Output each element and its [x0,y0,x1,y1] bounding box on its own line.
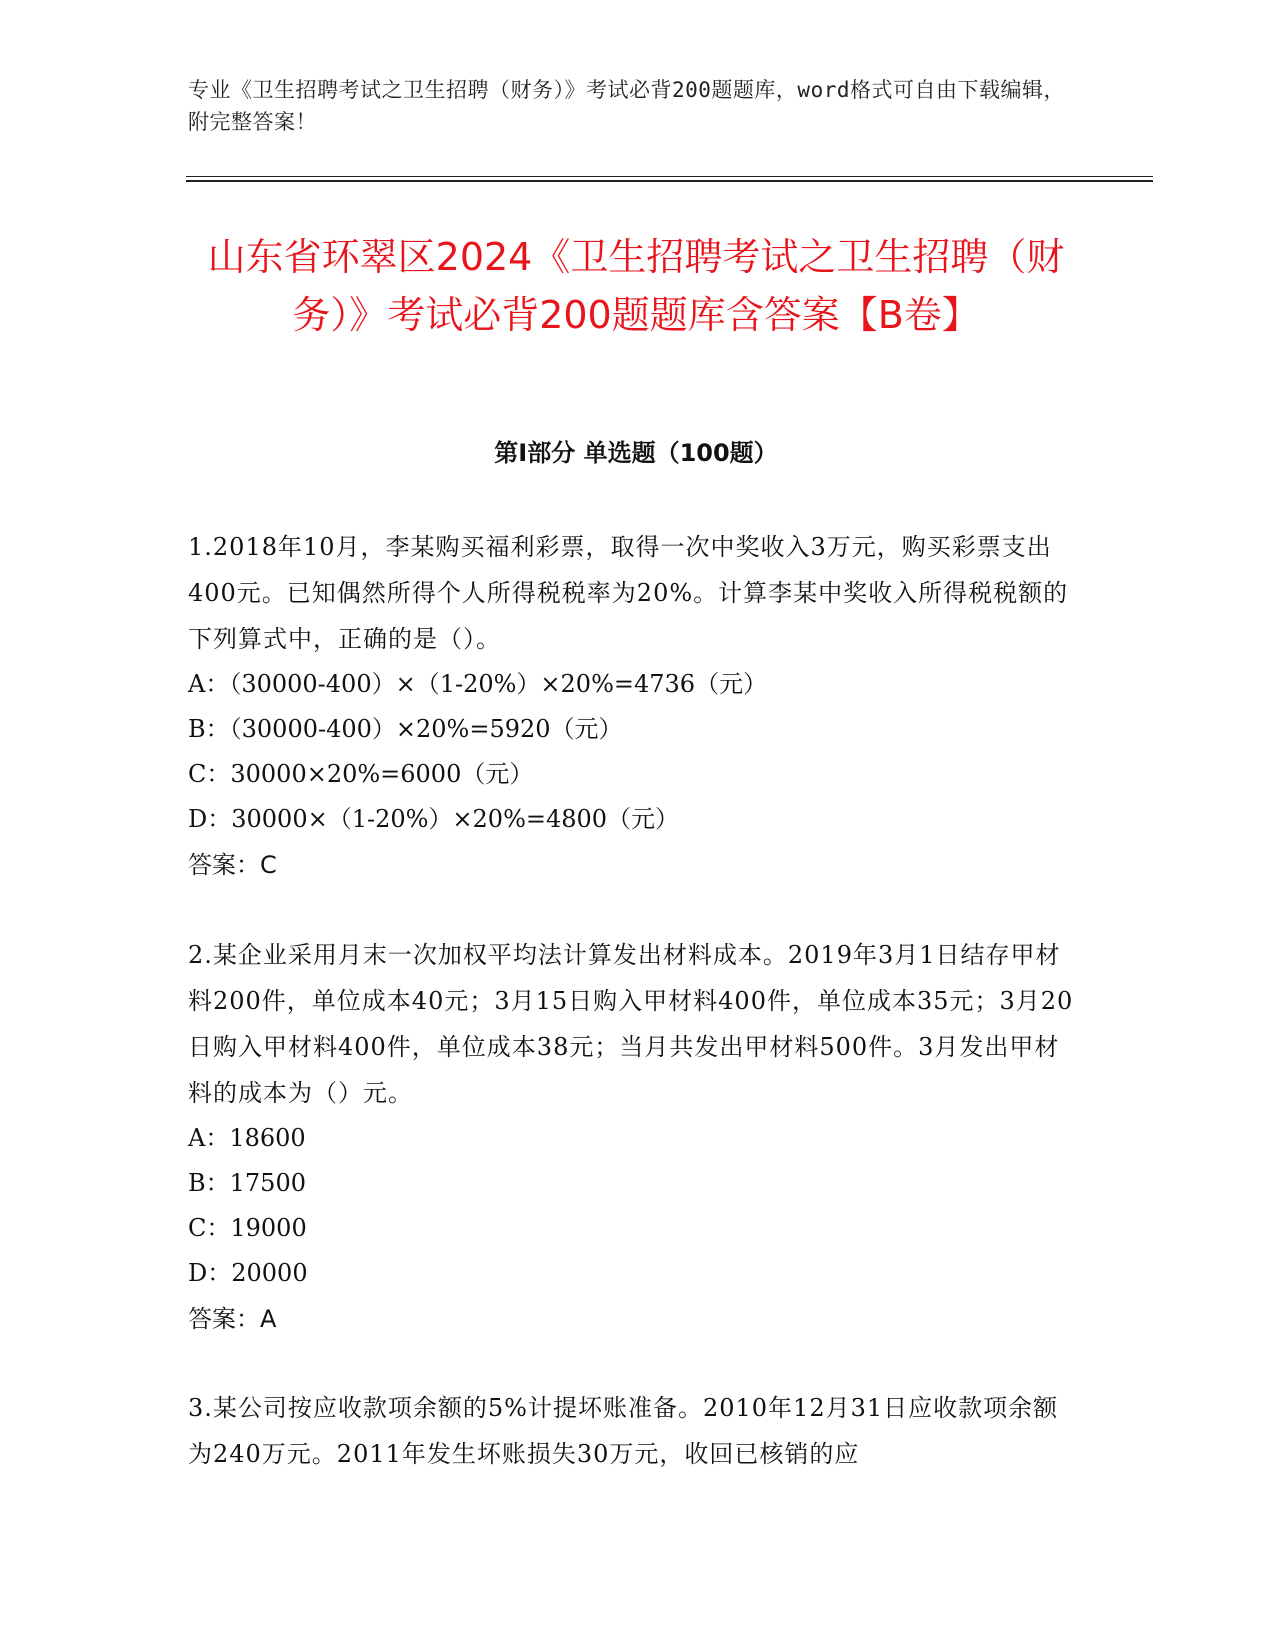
answer: 答案：C [188,851,277,879]
document-title: 山东省环翠区2024《卫生招聘考试之卫生招聘（财务）》考试必背200题题库含答案【B卷】 [207,235,1065,337]
option-c: C：30000×20%=6000（元） [188,760,534,788]
question-1 [188,524,1078,888]
header-divider-thin [186,176,1153,177]
section-title: 第Ⅰ部分 单选题（100题） [494,439,778,467]
option-d: D：30000×（1-20%）×20%=4800（元） [188,805,680,833]
question-3 [188,1385,1078,1477]
option-d: D：20000 [188,1259,308,1287]
question-2 [188,932,1078,1342]
option-a: A：18600 [188,1124,306,1152]
option-a: A：（30000-400）×（1-20%）×20%=4736（元） [188,670,768,698]
option-b: B：17500 [188,1169,306,1197]
option-b: B：（30000-400）×20%=5920（元） [188,715,623,743]
option-c: C：19000 [188,1214,307,1242]
question-stem: 3.某公司按应收款项余额的5%计提坏账准备。2010年12月31日应收款项余额为240万元。2011年发生坏账损失30万元，收回已核销的应 [188,1394,1059,1468]
header-divider-thick [186,180,1153,182]
question-stem: 1.2018年10月，李某购买福利彩票，取得一次中奖收入3万元，购买彩票支出400元。已知偶然所得个人所得税税率为20%。计算李某中奖收入所得税税额的下列算式中，正确的是（）。 [188,533,1069,653]
question-stem: 2.某企业采用月末一次加权平均法计算发出材料成本。2019年3月1日结存甲材料200件，单位成本40元；3月15日购入甲材料400件，单位成本35元；3月20日购入甲材料400件，单位成本38元；当月共发出甲材料500件。3月发出甲材料的成本为（）元。 [188,941,1074,1107]
answer: 答案：A [188,1305,277,1333]
header-note: 专业《卫生招聘考试之卫生招聘（财务）》考试必背200题题库，word格式可自由下载编辑，附完整答案！ [188,78,1065,134]
